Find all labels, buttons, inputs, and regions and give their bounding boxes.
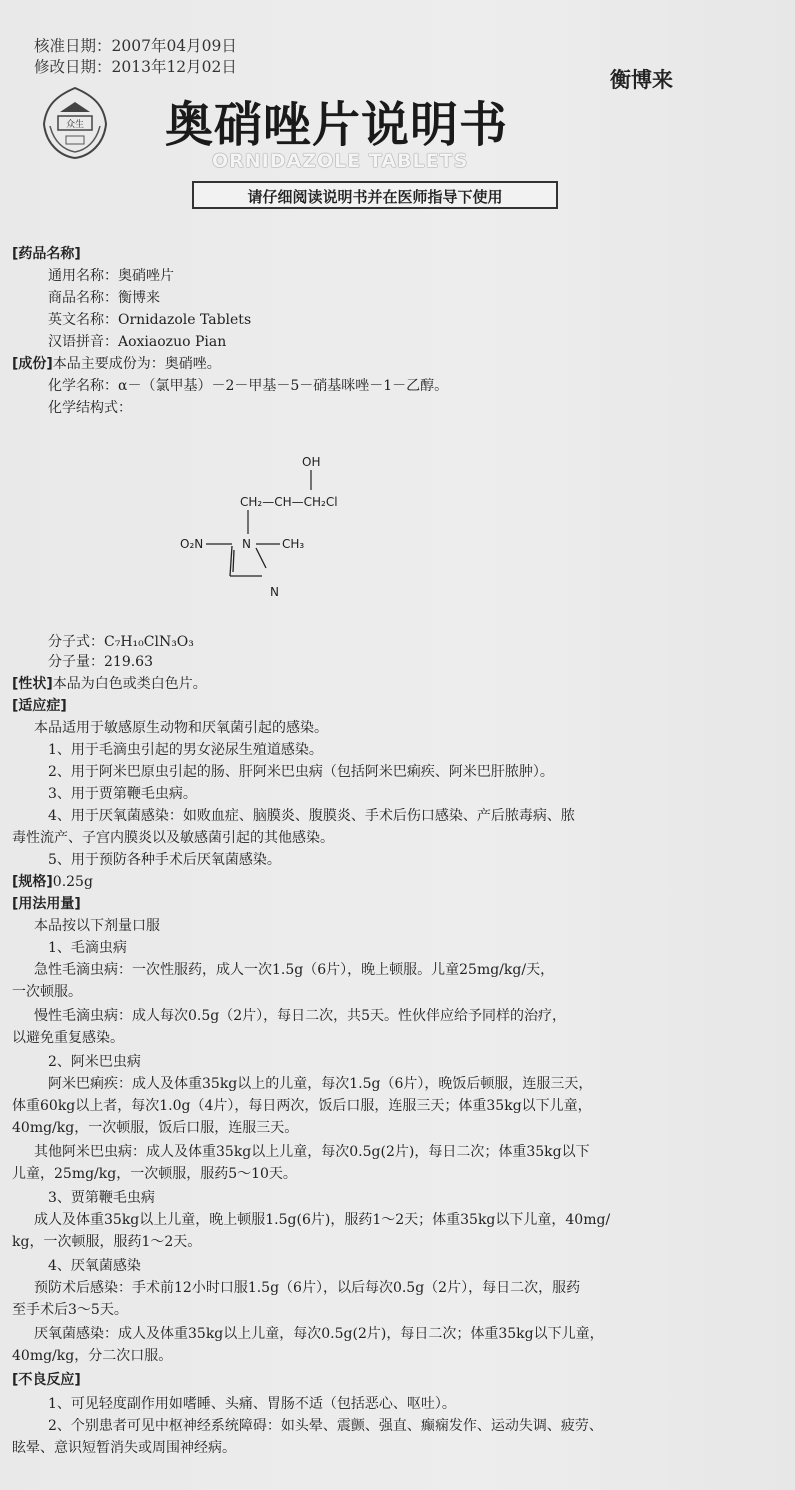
text-line xyxy=(48,398,132,418)
line-text: 慢性毛滴虫病：成人每次0.5g（2片），每日二次，共5天。性伙伴应给予同样的治疗， xyxy=(34,1008,567,1024)
line-text: 2、阿米巴虫病 xyxy=(48,1054,141,1070)
structure-n1: N xyxy=(242,537,251,551)
section-heading-line xyxy=(12,1370,81,1390)
text-line xyxy=(12,1438,236,1458)
revision-date: 修改日期：2013年12月02日 xyxy=(34,58,237,76)
text-line xyxy=(12,1118,298,1138)
dates-block xyxy=(34,36,237,78)
text-line xyxy=(12,1232,201,1252)
text-line xyxy=(48,652,153,672)
text-line xyxy=(48,376,448,396)
line-text: 2、用于阿米巴原虫引起的肠、肝阿米巴虫病（包括阿米巴痢疾、阿米巴肝脓肿）。 xyxy=(48,764,554,780)
section-heading: [规格] xyxy=(12,874,53,890)
text-line xyxy=(48,1074,592,1094)
line-text: 急性毛滴虫病：一次性服药，成人一次1.5g（6片），晚上顿服。儿童25mg/kg/天， xyxy=(34,962,555,978)
text-line xyxy=(48,762,554,782)
text-line xyxy=(12,828,334,848)
text-line xyxy=(48,740,323,760)
text-line xyxy=(48,288,160,308)
text-line xyxy=(34,1278,580,1298)
text-line xyxy=(48,784,197,804)
line-text: 预防术后感染：手术前12小时口服1.5g（6片），以后每次0.5g（2片），每日二次，服药 xyxy=(34,1280,581,1296)
line-text: 体重60kg以上者，每次1.0g（4片），每日两次，饭后口服，连服三天；体重35kg以下儿童， xyxy=(12,1098,592,1114)
line-text: 0.25g xyxy=(52,874,93,890)
text-line xyxy=(34,1142,590,1162)
text-line xyxy=(12,1028,124,1048)
structure-ch3: CH₃ xyxy=(282,537,305,551)
text-line xyxy=(48,310,251,330)
line-text: 1、可见轻度副作用如嗜睡、头痛、胃肠不适（包括恶心、呕吐）。 xyxy=(48,1396,456,1412)
text-line xyxy=(34,1006,566,1026)
section-heading-line xyxy=(12,872,93,892)
line-text: 4、厌氧菌感染 xyxy=(48,1258,141,1274)
text-line xyxy=(12,1346,172,1366)
text-line xyxy=(34,718,328,738)
section-heading: [药品名称] xyxy=(12,246,81,262)
line-text: 商品名称：衡博来 xyxy=(48,290,160,306)
line-text: 3、用于贾第鞭毛虫病。 xyxy=(48,786,197,802)
line-text: 5、用于预防各种手术后厌氧菌感染。 xyxy=(48,852,281,868)
line-text: 本品按以下剂量口服 xyxy=(34,918,160,934)
line-text: 1、用于毛滴虫引起的男女泌尿生殖道感染。 xyxy=(48,742,323,758)
line-text: 毒性流产、子宫内膜炎以及敏感菌引起的其他感染。 xyxy=(12,830,334,846)
line-text: 化学结构式： xyxy=(48,400,132,416)
text-line xyxy=(34,916,160,936)
text-line xyxy=(34,1324,604,1344)
section-heading-line xyxy=(12,674,207,694)
text-line xyxy=(48,1188,155,1208)
line-text: 分子量：219.63 xyxy=(48,654,153,670)
line-text: 本品适用于敏感原生动物和厌氧菌引起的感染。 xyxy=(34,720,328,736)
line-text: 化学名称：α－（氯甲基）－2－甲基－5－硝基咪唑－1－乙醇。 xyxy=(48,378,449,394)
text-line xyxy=(12,1164,297,1184)
line-text: 至手术后3～5天。 xyxy=(12,1302,128,1318)
english-title: ORNIDAZOLE TABLETS xyxy=(212,150,469,172)
line-text: 分子式：C₇H₁₀ClN₃O₃ xyxy=(48,634,194,650)
line-text: 厌氧菌感染：成人及体重35kg以上儿童，每次0.5g(2片)，每日二次；体重35kg以下儿童， xyxy=(34,1326,604,1342)
text-line xyxy=(48,1394,456,1414)
line-text: 眩晕、意识短暂消失或周围神经病。 xyxy=(12,1440,236,1456)
line-text: 40mg/kg，分二次口服。 xyxy=(12,1348,173,1364)
text-line xyxy=(34,960,554,980)
line-text: 本品主要成份为：奥硝唑。 xyxy=(52,356,221,372)
structure-chain: CH₂—CH—CH₂Cl xyxy=(240,495,338,509)
document-title: 奥硝唑片说明书 xyxy=(165,97,509,153)
line-text: 阿米巴痢疾：成人及体重35kg以上的儿童，每次1.5g（6片），晚饭后顿服，连服三天， xyxy=(48,1076,593,1092)
line-text: 以避免重复感染。 xyxy=(12,1030,124,1046)
section-heading: [性状] xyxy=(12,676,53,692)
line-text: 40mg/kg，一次顿服，饭后口服，连服三天。 xyxy=(12,1120,299,1136)
section-heading: [成份] xyxy=(12,356,53,372)
text-line xyxy=(48,938,127,958)
line-text: 3、贾第鞭毛虫病 xyxy=(48,1190,155,1206)
line-text: kg，一次顿服，服药1～2天。 xyxy=(12,1234,202,1250)
text-line xyxy=(48,332,226,352)
structure-oh: OH xyxy=(302,455,321,469)
line-text: 本品为白色或类白色片。 xyxy=(52,676,207,692)
line-text: 汉语拼音：Aoxiaozuo Pian xyxy=(48,334,227,350)
section-heading: [适应症] xyxy=(12,698,67,714)
line-text: 4、用于厌氧菌感染：如败血症、脑膜炎、腹膜炎、手术后伤口感染、产后脓毒病、脓 xyxy=(48,808,575,824)
line-text: 1、毛滴虫病 xyxy=(48,940,127,956)
text-line xyxy=(34,1210,610,1230)
chemical-structure xyxy=(170,448,390,608)
line-text: 儿童，25mg/kg，一次顿服，服药5～10天。 xyxy=(12,1166,297,1182)
line-text: 英文名称：Ornidazole Tablets xyxy=(48,312,252,328)
text-line xyxy=(12,982,82,1002)
text-line xyxy=(48,632,194,652)
line-text: 通用名称：奥硝唑片 xyxy=(48,268,174,284)
section-heading-line xyxy=(12,354,221,374)
section-heading: [用法用量] xyxy=(12,896,81,912)
line-text: 2、个别患者可见中枢神经系统障碍：如头晕、震颤、强直、癫痫发作、运动失调、疲劳、 xyxy=(48,1418,603,1434)
text-line xyxy=(48,266,174,286)
approval-date: 核准日期：2007年04月09日 xyxy=(34,37,237,55)
line-text: 一次顿服。 xyxy=(12,984,82,1000)
usage-warning: 请仔细阅读说明书并在医师指导下使用 xyxy=(192,181,558,209)
text-line xyxy=(48,1416,603,1436)
text-line xyxy=(48,850,281,870)
text-line xyxy=(12,1096,592,1116)
line-text: 成人及体重35kg以上儿童，晚上顿服1.5g(6片)，服药1～2天；体重35kg以下儿童，40mg/ xyxy=(34,1212,611,1228)
structure-n3: N xyxy=(270,585,279,599)
section-heading-line xyxy=(12,894,81,914)
line-text: 其他阿米巴虫病：成人及体重35kg以上儿童，每次0.5g(2片)，每日二次；体重35kg以下 xyxy=(34,1144,590,1160)
structure-no2: O₂N xyxy=(180,537,204,551)
company-logo-icon xyxy=(36,82,114,162)
brand-name: 衡博来 xyxy=(610,68,673,92)
text-line xyxy=(48,1256,141,1276)
section-heading: [不良反应] xyxy=(12,1372,81,1388)
text-line xyxy=(48,1052,141,1072)
section-heading-line xyxy=(12,696,67,716)
text-line xyxy=(48,806,575,826)
text-line xyxy=(12,1300,128,1320)
section-heading-line xyxy=(12,244,81,264)
logo-text: 众生 xyxy=(65,120,85,130)
